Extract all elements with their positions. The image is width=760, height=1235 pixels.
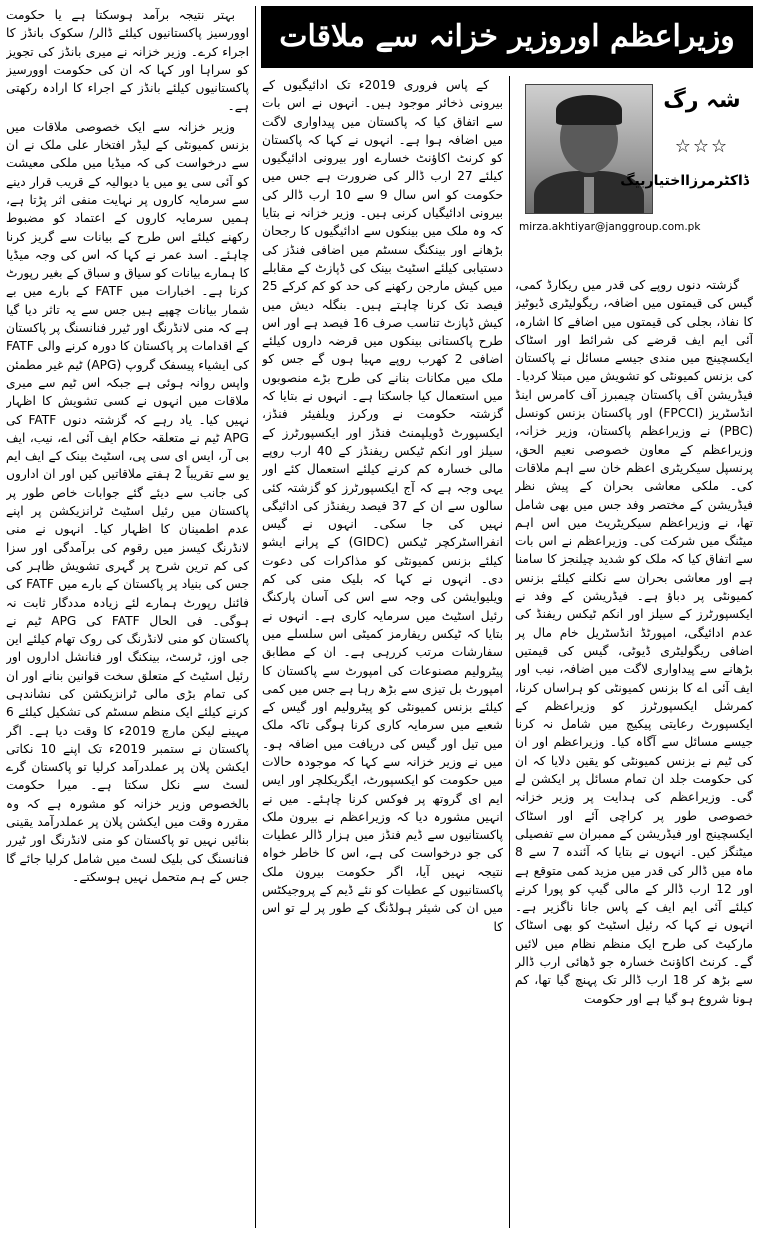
column-divider — [509, 76, 510, 1228]
column-middle — [262, 76, 503, 1226]
column-left — [6, 6, 249, 1228]
paragraph: بہتر نتیجہ برآمد ہوسکتا ہے یا حکومت اوورسیز پاکستانیوں کیلئے ڈالر/ سکوک بانڈز کا اجراء کرے۔ وزیر خزانہ نے میری بانڈز کی تجویز کو سراہا اور کہا کہ ان کی حکومت اوورسیز پاکستانیوں کیلئے بانڈز کے اجراء کا ارادہ رکھتی ہے۔ — [6, 8, 249, 114]
column-divider — [255, 6, 256, 1228]
headline: وزیراعظم اوروزیر خزانہ سے ملاقات — [261, 6, 753, 68]
author-photo — [525, 84, 653, 214]
author-name: ڈاکٹرمرزااختیاربیگ — [620, 173, 749, 189]
paragraph: وزیر خزانہ سے ایک خصوصی ملاقات میں بزنس کمیونٹی کے لیڈر افتخار علی ملک نے ان سے درخواست کی کہ میڈیا میں ملکی معیشت کو آئی سی یو میں یا دیوالیہ کے قریب قرار دینے سے سرمایہ کاروں پر نہایت منفی اثر پڑتا ہے، ہمیں سرمایہ کاروں کے اعتماد کو مضبوط رکھنے کیلئے اس طرح کے بیانات سے گریز کرنا چاہئے۔ اسد عمر نے کہا کہ اس کی وجہ میڈیا کا ہمارے بیانات کو سیاق و سباق کے بغیر رپورٹ کرنا ہے۔ اخبارات میں FATF کے بارے میں بے شمار بیانات چھپے ہیں جس سے یہ تاثر دیا گیا ہے کہ منی لانڈرنگ اور ٹیرر فنانسنگ پر پاکستان کے اقدامات پر پاکستان کا دورہ کرنے والی FATF کی ایشیاء پیسفک گروپ (APG) ٹیم غیر مطمئن واپس روانہ ہوئی ہے جبکہ اس ٹیم سے میری ملاقات میں انہوں نے کسی تشویش کا اظہار نہیں کیا۔ یاد رہے کہ گزشتہ دنوں FATF کی APG ٹیم نے متعلقہ حکام ایف آئی اے، نیب، ایف بی آر، ایس ای سی پی، اسٹیٹ بینک کے ایف ایم یو سے تقریباً 2 ہفتے ملاقاتیں کیں اور ان اداروں کی جانب سے دیئے گئے جوابات خاص طور پر پاکستان میں رئیل اسٹیٹ ٹرانزیکشن پر اپنے عدم اطمینان کا اظہار کیا۔ انہوں نے منی لانڈرنگ کیسز میں رقوم کی برآمدگی اور سزا کی کم ترین شرح پر گہری تشویش ظاہر کی جس کی بنیاد پر پاکستان کے بارے میں FATF کی فائنل رپورٹ ہمارے لئے زیادہ مددگار ثابت نہ ہوگی۔ فی الحال FATF کی APG ٹیم نے پاکستان کو منی لانڈرنگ کی روک تھام کیلئے این جی اوز، ٹرسٹ، بینکنگ اور فنانشل اداروں اور رئیل اسٹیٹ کے متعلق سخت قوانین بنانے اور ان کی تمام بڑی مالی ٹرانزیکشن کی نشاندہی کرنے کیلئے ایک منظم سسٹم کی تشکیل کیلئے 6 مہینے لیکن مارچ 2019ء کا وقت دیا ہے۔ اگر پاکستان نے ستمبر 2019ء تک اپنے 10 نکاتی ایکشن پلان پر عملدرآمد کرلیا تو پاکستان گرے لسٹ سے نکل سکتا ہے۔ میرا حکومت بالخصوص وزیر خزانہ کو مشورہ ہے کہ وہ مقررہ وقت میں ایکشن پلان پر عملدرآمد یقینی بنائیں نہیں تو پاکستان کو منی لانڈرنگ اور ٹیرر فنانسنگ کی بلیک لسٹ میں شامل کرلیا جائے گا جس کے ہم متحمل نہیں ہوسکتے۔ — [6, 119, 249, 884]
column-name: شہ رگ — [663, 88, 741, 113]
columnist-box — [515, 76, 753, 276]
paragraph: کے پاس فروری 2019ء تک ادائیگیوں کے بیرونی ذخائر موجود ہیں۔ انہوں نے اس بات سے اتفاق کیا کہ پاکستان میں پیداواری لاگت میں اضافہ ہوا ہے۔ انہوں نے کہا کہ پاکستان کو کرنٹ اکاؤنٹ خسارے اور بیرونی ادائیگیوں کیلئے 27 ارب ڈالر کی ضرورت ہے جس میں حکومت کو اس سال 9 سے 10 ارب ڈالر کی بیرونی ادائیگیاں کرنی ہیں۔ وزیر خزانہ نے بتایا کہ وہ ملک میں بینکوں سے ادائیگیوں کا رجحان بڑھانے اور بینکنگ سسٹم میں اضافی فنڈز کی دستیابی کیلئے اسٹیٹ بینک کی ڈپازٹ کے مقابلے میں کیش مارجن رکھنے کی حد کو کم کرکے 25 فیصد تک کرنا چاہتے ہیں۔ بنگلہ دیش میں کیش ڈپازٹ تناسب صرف 16 فیصد ہے اور اس طرح پاکستانی بینکوں میں قرضہ داروں کیلئے اضافی 2 کھرب روپے مہیا ہوں گے جس کو ملک میں مکانات بنانے کی طرح بڑے منصوبوں میں استعمال کیا جاسکتا ہے۔ انہوں نے بتایا کہ گزشتہ حکومت نے ورکرز ویلفیئر فنڈز، ایکسپورٹ ڈویلپمنٹ فنڈز اور ایکسپورٹرز کے سیلز اور انکم ٹیکس ریفنڈز کے 40 ارب روپے مالی خسارہ کم کرنے کیلئے استعمال کئے اور یہی وجہ ہے کہ آج ایکسپورٹرز کو گزشتہ کئی سالوں سے ان کے 37 فیصد ریفنڈز کی ادائیگی نہیں کی جا سکی۔ انہوں نے گیس انفرااسٹرکچر ٹیکس (GIDC) کے پرانے ایشو کیلئے بزنس کمیونٹی کو مذاکرات کی دعوت دی۔ انہوں نے کہا کہ بلیک منی کی کم ویلیوایشن کی وجہ سے اس کی آسان پارکنگ رئیل اسٹیٹ میں سرمایہ کاری ہے۔ انہوں نے بتایا کہ ٹیکس ریفارمز کمیٹی اس سلسلے میں سفارشات مرتب کررہی ہے۔ ان کے مطابق پیٹرولیم مصنوعات کی امپورٹ سے پاکستان کا امپورٹ بل تیزی سے بڑھ رہا ہے جس میں کمی کیلئے بزنس کمیونٹی کو پیٹرولیم اور گیس کے شعبے میں سرمایہ کاری کرنا ہوگی تاکہ ملک میں تیل اور گیس کی دریافت میں اضافہ ہو۔ میں نے وزیر خزانہ سے کہا کہ موجودہ حالات میں حکومت کو ایکسپورٹ، ایگریکلچر اور ایس ایم ای گروتھ پر فوکس کرنا چاہئے۔ میں نے انہیں مشورہ دیا کہ وزیراعظم نے بیرون ملک پاکستانیوں سے ڈیم فنڈز میں ہزار ڈالر عطیات کی جو درخواست کی ہے، اس کا خاطر خواہ نتیجہ نہیں آیا، اگر حکومت بیرون ملک پاکستانیوں کے عطیات کو نئے ڈیم کے پروجیکٹس میں ان کی شیئر ہولڈنگ کے طور پر لے تو اس کا — [262, 78, 503, 934]
author-email: mirza.akhtiyar@janggroup.com.pk — [519, 221, 701, 233]
paragraph: گزشتہ دنوں روپے کی قدر میں ریکارڈ کمی، گیس کی قیمتوں میں اضافہ، ریگولیٹری ڈیوٹیز کا نفاذ، بجلی کی قیمتوں میں اضافے کا اشارہ، آئی ایم ایف قرضے کی شرائط اور اسٹاک ایکسچینج میں مندی جیسے مسائل نے پاکستان کی بزنس کمیونٹی کو تشویش میں مبتلا کردیا۔ فیڈریشن آف پاکستان چیمبرز آف کامرس اینڈ انڈسٹریز (FPCCI) اور پاکستان بزنس کونسل (PBC) نے وزیراعظم پاکستان، وزیر خزانہ، وزیراعظم کے معاون خصوصی نعیم الحق، پرنسپل سیکریٹری اعظم خان سے اہم ملاقات کی۔ ملکی معاشی بحران کے پیش نظر فیڈریشن کے مختصر وفد جس میں بھی شامل تھا، نے وزیراعظم سیکریٹریٹ میں اس اہم میٹنگ میں شرکت کی۔ وزیراعظم نے اس بات سے اتفاق کیا کہ ملک کو شدید چیلنجز کا سامنا ہے اور معاشی بحران سے نکلنے کیلئے بزنس کمیونٹی پر دباؤ ہے۔ فیڈریشن کے وفد نے ایکسپورٹرز کے سیلز اور انکم ٹیکس ریفنڈ کی عدم ادائیگی، امپورٹڈ انڈسٹریل خام مال پر اضافی ریگولیٹری ڈیوٹی، گیس کی قیمتیں بڑھانے سے پیداواری لاگت میں اضافہ، نیب اور ایف آئی اے کا بزنس کمیونٹی کو ہراساں کرنا، کمرشل ایکسپورٹرز کو وزیراعظم کے ایکسپورٹ رعایتی پیکیج میں شامل نہ کرنا جیسے مسائل سے آگاہ کیا۔ وزیراعظم اور ان کی ٹیم نے بزنس کمیونٹی کو یقین دلایا کہ ان کی حکومت جلد ان تمام مسائل پر ایکشن لے گی۔ وزیراعظم کی ہدایت پر وزیر خزانہ خصوصی طور پر کراچی آئے اور اسٹاک ایکسچینج اور فیڈریشن کے ممبران سے تفصیلی میٹنگز کیں۔ انہوں نے بتایا کہ آئندہ 7 سے 8 ماہ میں ڈالر کی قدر میں مزید کمی متوقع ہے اور 12 ارب ڈالر کے مالی گیپ کو پورا کرنے کیلئے آئی ایم ایف کے پاس جانا ناگزیر ہے۔ انہوں نے کہا کہ رئیل اسٹیٹ کو بھی اسٹاک مارکیٹ کی طرح ایک منظم نظام میں لائیں گے۔ کرنٹ اکاؤنٹ خسارہ جو ڈھائی ارب ڈالر سے بڑھ کر 18 ارب ڈالر تک پہنچ گیا تھا، کم ہونا شروع ہو گیا ہے اور حکومت — [515, 278, 753, 1006]
column-right — [515, 276, 753, 1226]
stars-ornament: ☆☆☆ — [674, 136, 730, 157]
